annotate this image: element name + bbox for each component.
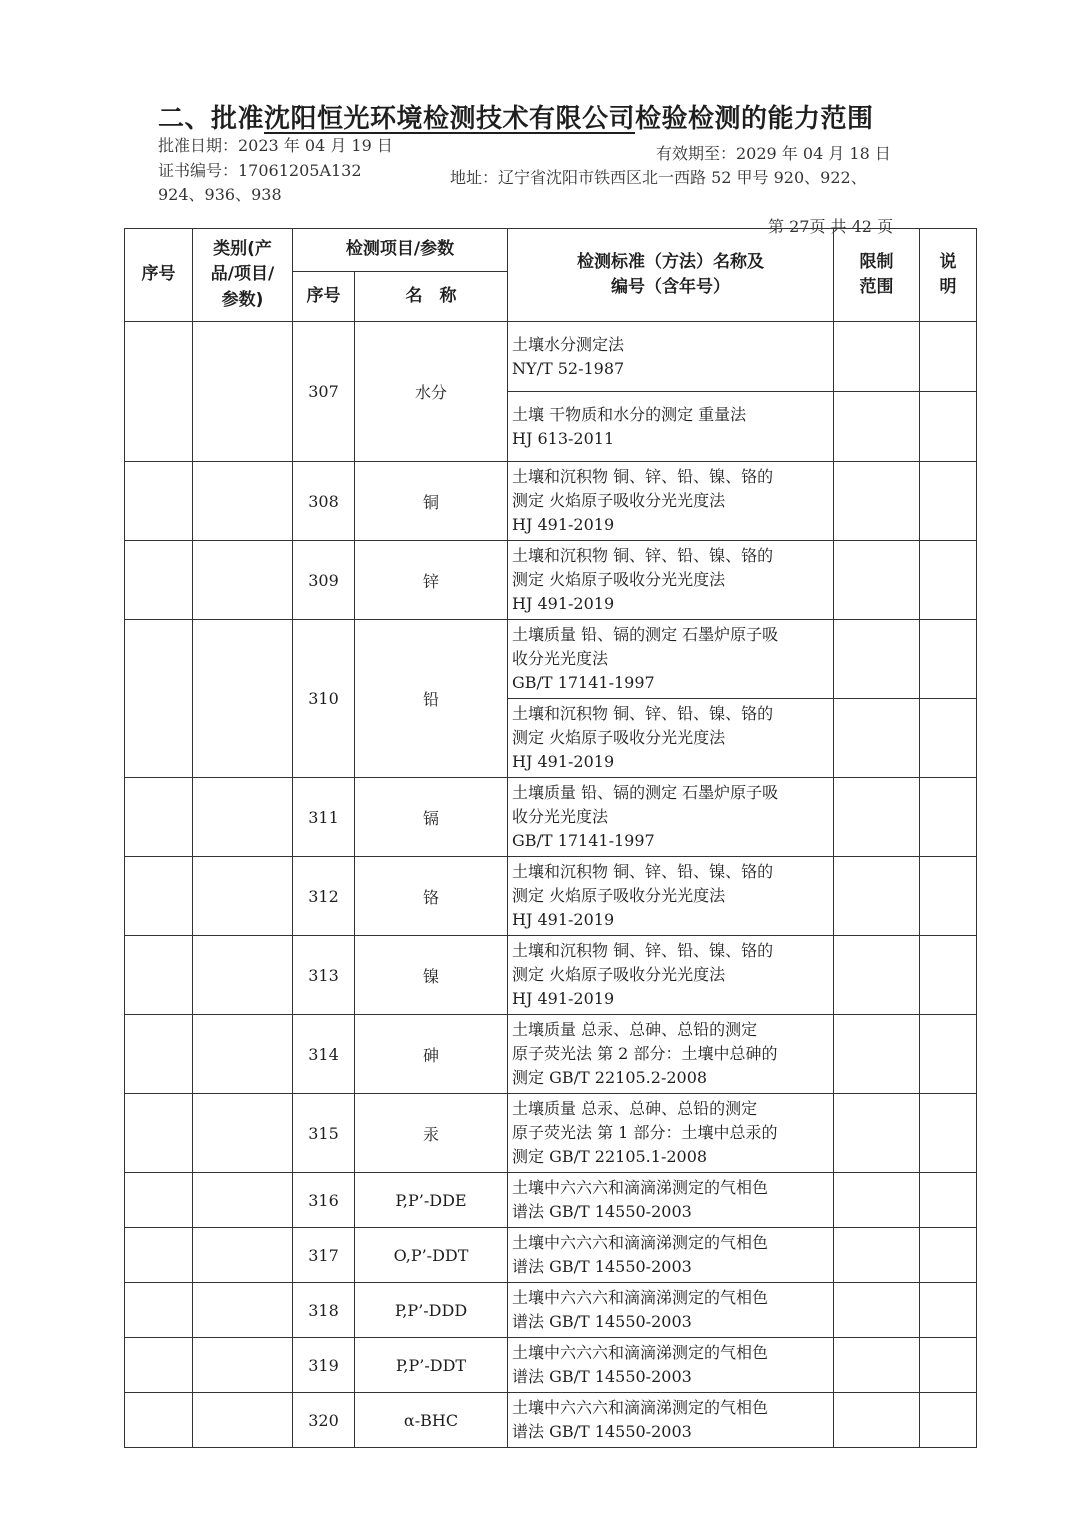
note-cell xyxy=(920,620,977,699)
item-name: 水分 xyxy=(355,322,508,462)
method-line: 土壤和沉积物 铜、锌、铅、镍、铬的 xyxy=(512,467,774,486)
method-cell xyxy=(508,857,834,936)
method-line: 测定 火焰原子吸收分光光度法 xyxy=(512,728,726,747)
item-number: 307 xyxy=(293,322,355,462)
item-number: 316 xyxy=(293,1173,355,1228)
limit-cell xyxy=(834,541,920,620)
item-name: 铜 xyxy=(355,462,508,541)
seq-cell xyxy=(125,1094,193,1173)
item-name: 镍 xyxy=(355,936,508,1015)
item-name: 铅 xyxy=(355,620,508,778)
method-line: 测定 GB/T 22105.2-2008 xyxy=(512,1068,708,1087)
method-line: 谱法 GB/T 14550-2003 xyxy=(512,1422,692,1441)
method-line: 土壤中六六六和滴滴涕测定的气相色 xyxy=(512,1178,769,1197)
limit-cell xyxy=(834,699,920,778)
category-cell xyxy=(193,1015,293,1094)
method-line: 测定 火焰原子吸收分光光度法 xyxy=(512,570,726,589)
method-cell xyxy=(508,1094,834,1173)
seq-cell xyxy=(125,1015,193,1094)
item-number: 312 xyxy=(293,857,355,936)
note-cell xyxy=(920,936,977,1015)
method-line: HJ 491-2019 xyxy=(512,910,615,929)
page-title xyxy=(158,98,874,135)
capability-scope-table xyxy=(124,228,977,1448)
method-cell xyxy=(508,936,834,1015)
item-number: 309 xyxy=(293,541,355,620)
category-cell xyxy=(193,1338,293,1393)
item-number: 320 xyxy=(293,1393,355,1448)
method-line: 土壤质量 铅、镉的测定 石墨炉原子吸 xyxy=(512,783,779,802)
note-cell xyxy=(920,1393,977,1448)
method-cell xyxy=(508,1228,834,1283)
note-cell xyxy=(920,778,977,857)
category-cell xyxy=(193,541,293,620)
seq-cell xyxy=(125,1393,193,1448)
limit-cell xyxy=(834,857,920,936)
table-row xyxy=(125,541,977,620)
method-line: 土壤中六六六和滴滴涕测定的气相色 xyxy=(512,1343,769,1362)
method-line: 土壤和沉积物 铜、锌、铅、镍、铬的 xyxy=(512,941,774,960)
note-cell xyxy=(920,1173,977,1228)
seq-cell xyxy=(125,322,193,462)
method-line: 土壤中六六六和滴滴涕测定的气相色 xyxy=(512,1233,769,1252)
item-number: 319 xyxy=(293,1338,355,1393)
title-prefix: 二、批准 xyxy=(158,104,265,134)
method-line: 土壤质量 总汞、总砷、总铅的测定 xyxy=(512,1099,758,1118)
note-cell xyxy=(920,857,977,936)
category-cell xyxy=(193,1173,293,1228)
table-row xyxy=(125,1228,977,1283)
note-cell xyxy=(920,322,977,392)
table-row xyxy=(125,936,977,1015)
method-line: 测定 GB/T 22105.1-2008 xyxy=(512,1147,708,1166)
category-cell xyxy=(193,778,293,857)
item-name: 铬 xyxy=(355,857,508,936)
item-name: P,P’-DDD xyxy=(355,1283,508,1338)
item-name: α-BHC xyxy=(355,1393,508,1448)
method-line: GB/T 17141-1997 xyxy=(512,673,655,692)
table-row xyxy=(125,1173,977,1228)
item-number: 317 xyxy=(293,1228,355,1283)
method-line: 土壤和沉积物 铜、锌、铅、镍、铬的 xyxy=(512,862,774,881)
method-line: 土壤质量 铅、镉的测定 石墨炉原子吸 xyxy=(512,625,779,644)
method-line: 土壤 干物质和水分的测定 重量法 xyxy=(512,404,747,424)
item-name: 汞 xyxy=(355,1094,508,1173)
header-note-line-1: 说 xyxy=(939,251,957,272)
item-number: 311 xyxy=(293,778,355,857)
table-row xyxy=(125,1338,977,1393)
header-item-name: 名 称 xyxy=(355,272,508,322)
method-cell xyxy=(508,322,834,392)
item-name: 砷 xyxy=(355,1015,508,1094)
limit-cell xyxy=(834,1015,920,1094)
table-row xyxy=(125,1094,977,1173)
method-cell xyxy=(508,392,834,462)
header-category-line-1: 类别(产 xyxy=(213,238,272,259)
valid-until: 有效期至：2029 年 04 月 18 日 xyxy=(656,144,891,163)
method-line: HJ 491-2019 xyxy=(512,515,615,534)
limit-cell xyxy=(834,1393,920,1448)
header-limit-line-2: 范围 xyxy=(859,277,894,297)
seq-cell xyxy=(125,778,193,857)
method-line: GB/T 17141-1997 xyxy=(512,831,655,850)
method-line: NY/T 52-1987 xyxy=(512,358,625,378)
category-cell xyxy=(193,620,293,778)
table-row xyxy=(125,1283,977,1338)
seq-cell xyxy=(125,1228,193,1283)
method-cell xyxy=(508,620,834,699)
item-number: 314 xyxy=(293,1015,355,1094)
method-line: HJ 491-2019 xyxy=(512,752,615,771)
header-category-line-2: 品/项目/ xyxy=(210,264,275,285)
header-note-line-2: 明 xyxy=(939,277,957,297)
note-cell xyxy=(920,1094,977,1173)
method-line: 土壤和沉积物 铜、锌、铅、镍、铬的 xyxy=(512,546,774,565)
item-name: 镉 xyxy=(355,778,508,857)
category-cell xyxy=(193,857,293,936)
note-cell xyxy=(920,392,977,462)
method-line: HJ 491-2019 xyxy=(512,989,615,1008)
table-row xyxy=(125,322,977,392)
seq-cell xyxy=(125,936,193,1015)
item-number: 313 xyxy=(293,936,355,1015)
method-line: 谱法 GB/T 14550-2003 xyxy=(512,1202,692,1221)
title-suffix: 检验检测的能力范围 xyxy=(635,104,874,134)
seq-cell xyxy=(125,1283,193,1338)
item-name: P,P’-DDE xyxy=(355,1173,508,1228)
note-cell xyxy=(920,699,977,778)
limit-cell xyxy=(834,1094,920,1173)
method-line: 收分光光度法 xyxy=(512,649,609,668)
title-company: 沈阳恒光环境检测技术有限公司 xyxy=(264,104,636,134)
note-cell xyxy=(920,1228,977,1283)
item-number: 310 xyxy=(293,620,355,778)
method-line: 测定 火焰原子吸收分光光度法 xyxy=(512,491,726,510)
header-standard-line-2: 编号（含年号） xyxy=(611,277,730,297)
method-line: 收分光光度法 xyxy=(512,807,609,826)
item-number: 315 xyxy=(293,1094,355,1173)
limit-cell xyxy=(834,936,920,1015)
limit-cell xyxy=(834,1283,920,1338)
method-line: 土壤和沉积物 铜、锌、铅、镍、铬的 xyxy=(512,704,774,723)
limit-cell xyxy=(834,1173,920,1228)
method-line: 土壤水分测定法 xyxy=(512,334,625,354)
table-row xyxy=(125,1015,977,1094)
header-standard xyxy=(508,229,834,322)
header-seq: 序号 xyxy=(125,229,193,322)
method-cell xyxy=(508,699,834,778)
address: 地址：辽宁省沈阳市铁西区北一西路 52 甲号 920、922、 xyxy=(450,168,867,187)
item-number: 308 xyxy=(293,462,355,541)
header-limit-line-1: 限制 xyxy=(859,251,894,272)
seq-cell xyxy=(125,1173,193,1228)
method-cell xyxy=(508,541,834,620)
method-line: 原子荧光法 第 2 部分：土壤中总砷的 xyxy=(512,1044,778,1063)
note-cell xyxy=(920,462,977,541)
header-category-line-3: 参数) xyxy=(221,289,264,310)
header-standard-line-1: 检测标准（方法）名称及 xyxy=(577,251,764,272)
category-cell xyxy=(193,462,293,541)
page-number: 第 27页 共 42 页 xyxy=(768,217,894,236)
method-cell xyxy=(508,1393,834,1448)
category-cell xyxy=(193,322,293,462)
limit-cell xyxy=(834,392,920,462)
method-line: 土壤中六六六和滴滴涕测定的气相色 xyxy=(512,1398,769,1417)
note-cell xyxy=(920,1015,977,1094)
header-item-seq: 序号 xyxy=(293,272,355,322)
table-row xyxy=(125,778,977,857)
method-line: 原子荧光法 第 1 部分：土壤中总汞的 xyxy=(512,1123,778,1142)
table-row xyxy=(125,620,977,699)
limit-cell xyxy=(834,778,920,857)
method-line: 测定 火焰原子吸收分光光度法 xyxy=(512,886,726,905)
limit-cell xyxy=(834,1338,920,1393)
method-line: 土壤中六六六和滴滴涕测定的气相色 xyxy=(512,1288,769,1307)
header-category xyxy=(193,229,293,322)
method-cell xyxy=(508,1173,834,1228)
method-cell xyxy=(508,1283,834,1338)
category-cell xyxy=(193,1393,293,1448)
seq-cell xyxy=(125,1338,193,1393)
note-cell xyxy=(920,541,977,620)
table-row xyxy=(125,857,977,936)
certificate-number: 证书编号：17061205A132 xyxy=(158,161,362,180)
method-line: 测定 火焰原子吸收分光光度法 xyxy=(512,965,726,984)
seq-cell xyxy=(125,462,193,541)
method-line: 土壤质量 总汞、总砷、总铅的测定 xyxy=(512,1020,758,1039)
method-line: 谱法 GB/T 14550-2003 xyxy=(512,1312,692,1331)
header-limit xyxy=(834,229,920,322)
method-line: HJ 491-2019 xyxy=(512,594,615,613)
item-name: P,P’-DDT xyxy=(355,1338,508,1393)
table-row xyxy=(125,462,977,541)
limit-cell xyxy=(834,462,920,541)
note-cell xyxy=(920,1283,977,1338)
limit-cell xyxy=(834,322,920,392)
item-name: O,P’-DDT xyxy=(355,1228,508,1283)
method-line: 谱法 GB/T 14550-2003 xyxy=(512,1257,692,1276)
seq-cell xyxy=(125,620,193,778)
method-line: 谱法 GB/T 14550-2003 xyxy=(512,1367,692,1386)
method-cell xyxy=(508,1338,834,1393)
method-cell xyxy=(508,462,834,541)
category-cell xyxy=(193,936,293,1015)
table-body xyxy=(125,322,977,1448)
approval-date: 批准日期：2023 年 04 月 19 日 xyxy=(158,136,393,155)
limit-cell xyxy=(834,620,920,699)
header-item-group: 检测项目/参数 xyxy=(293,229,508,272)
seq-cell xyxy=(125,541,193,620)
category-cell xyxy=(193,1283,293,1338)
item-name: 锌 xyxy=(355,541,508,620)
seq-cell xyxy=(125,857,193,936)
method-cell xyxy=(508,778,834,857)
category-cell xyxy=(193,1228,293,1283)
address-continued: 924、936、938 xyxy=(158,185,282,204)
item-number: 318 xyxy=(293,1283,355,1338)
header-note xyxy=(920,229,977,322)
method-line: HJ 613-2011 xyxy=(512,428,615,448)
note-cell xyxy=(920,1338,977,1393)
limit-cell xyxy=(834,1228,920,1283)
category-cell xyxy=(193,1094,293,1173)
method-cell xyxy=(508,1015,834,1094)
table-row xyxy=(125,1393,977,1448)
